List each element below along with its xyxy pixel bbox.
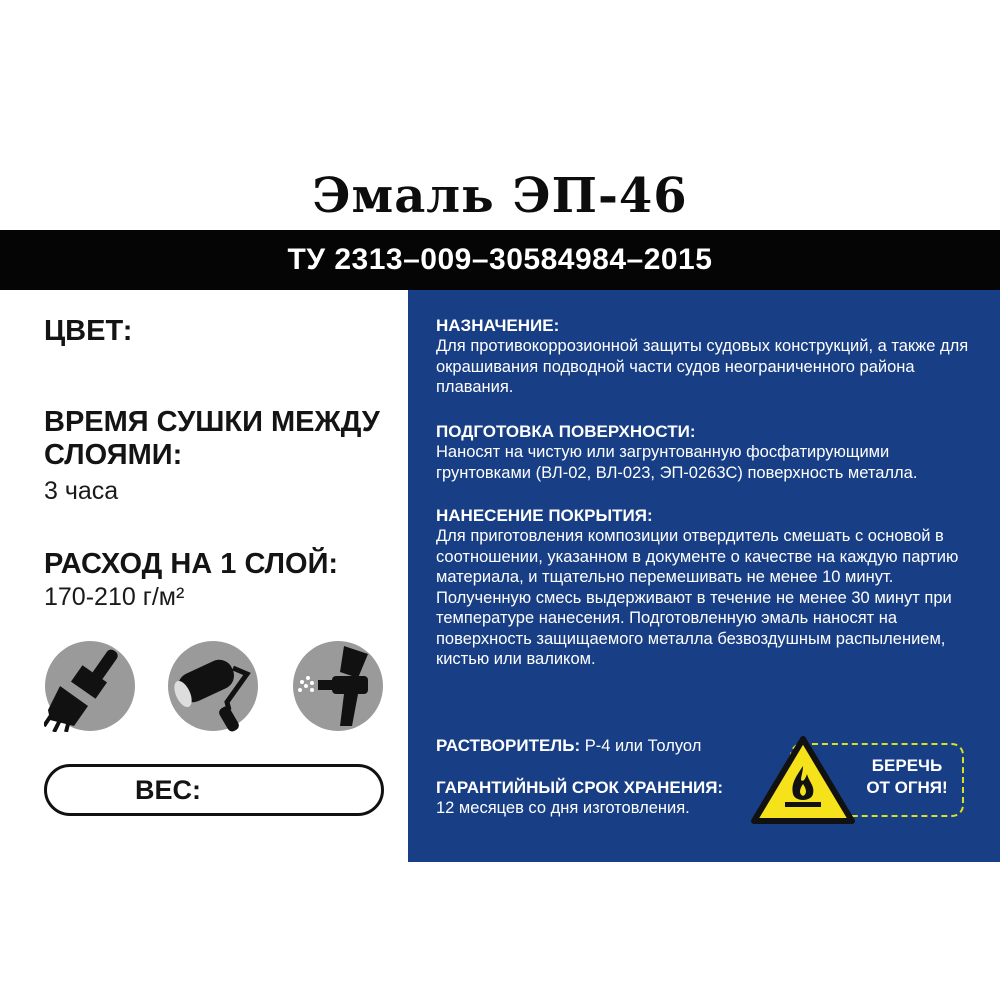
weight-label: ВЕС:: [135, 774, 201, 805]
solvent-text: Р-4 или Толуол: [580, 737, 702, 755]
drying-time-value: 3 часа: [44, 477, 119, 505]
surface-title: ПОДГОТОВКА ПОВЕРХНОСТИ:: [436, 422, 696, 441]
tu-bar: [0, 230, 1000, 290]
brush-icon: [44, 640, 136, 732]
application-text-1: Для приготовления композиции отвердитель смешать с основой в соотношении, указанном в документе о качестве на каждую партию материала, и тщательно перемешивать не менее 10 минут.: [436, 527, 959, 586]
application-title: НАНЕСЕНИЕ ПОКРЫТИЯ:: [436, 506, 653, 525]
solvent-title: РАСТВОРИТЕЛЬ:: [436, 736, 581, 755]
purpose-section: [436, 316, 986, 398]
spray-gun-icon: [292, 640, 384, 732]
tu-code: ТУ 2313–009–30584984–2015: [287, 243, 713, 276]
product-title: Эмаль ЭП-46: [312, 168, 688, 224]
purpose-title: НАЗНАЧЕНИЕ:: [436, 316, 560, 335]
info-panel: [408, 290, 1000, 862]
consumption-value: 170-210 г/м²: [44, 583, 185, 611]
fire-warning-line2: ОТ ОГНЯ!: [866, 778, 948, 797]
color-label: ЦВЕТ:: [44, 315, 133, 347]
purpose-text: Для противокоррозионной защиты судовых конструкций, а также для окрашивания подводной части судов неограниченного района плавания.: [436, 337, 969, 396]
fire-warning-text: [852, 755, 962, 799]
solvent-line: [436, 736, 701, 756]
application-text-2: Полученную смесь выдерживают в течение не менее 30 минут при температуре нанесения. Подготовленную эмаль наносят на поверхность защищаемого металла безвоздушным распылением, кистью или валиком.: [436, 588, 952, 668]
flammable-warning-icon: [751, 736, 855, 824]
drying-time-label: ВРЕМЯ СУШКИ МЕЖДУ СЛОЯМИ:: [44, 406, 380, 471]
weight-box: [44, 764, 384, 816]
surface-section: [436, 422, 986, 483]
storage-text: 12 месяцев со дня изготовления.: [436, 799, 690, 817]
fire-warning-line1: БЕРЕЧЬ: [871, 756, 943, 775]
surface-text: Наносят на чистую или загрунтованную фосфатирующими грунтовками (ВЛ-02, ВЛ-023, ЭП-0263С) поверхность металла.: [436, 443, 918, 482]
application-icons: [44, 640, 404, 740]
application-section: [436, 506, 986, 670]
storage-section: [436, 778, 756, 819]
consumption-label: РАСХОД НА 1 СЛОЙ:: [44, 548, 339, 580]
roller-icon: [167, 640, 259, 732]
storage-title: ГАРАНТИЙНЫЙ СРОК ХРАНЕНИЯ:: [436, 778, 724, 797]
